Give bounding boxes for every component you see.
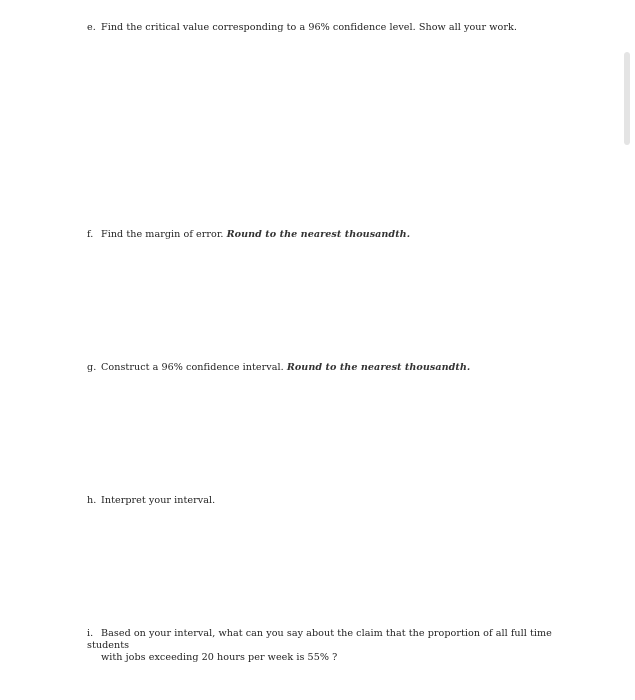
- question-text-line2: with jobs exceeding 20 hours per week is 55% ?: [101, 652, 338, 663]
- question-text: Find the margin of error.: [101, 229, 227, 240]
- rounding-instruction: Round to the nearest thousandth.: [286, 362, 471, 373]
- question-text: Construct a 96% confidence interval.: [101, 362, 287, 373]
- question-label: f.: [87, 229, 94, 240]
- question-f: [87, 229, 572, 241]
- scrollbar-thumb[interactable]: [624, 52, 630, 145]
- rounding-instruction: Round to the nearest thousandth.: [226, 229, 411, 240]
- question-label: h.: [87, 495, 97, 506]
- question-label: e.: [87, 22, 96, 33]
- question-label: g.: [87, 362, 97, 373]
- question-e: [87, 22, 572, 34]
- question-i: [87, 628, 572, 664]
- question-text: Find the critical value corresponding to a 96% confidence level. Show all your work.: [101, 22, 517, 33]
- question-g: [87, 362, 572, 374]
- question-h: [87, 495, 572, 507]
- question-text-line1: Based on your interval, what can you say about the claim that the proportion of all full time students: [87, 628, 552, 651]
- question-text: Interpret your interval.: [101, 495, 216, 506]
- question-label: i.: [87, 628, 94, 639]
